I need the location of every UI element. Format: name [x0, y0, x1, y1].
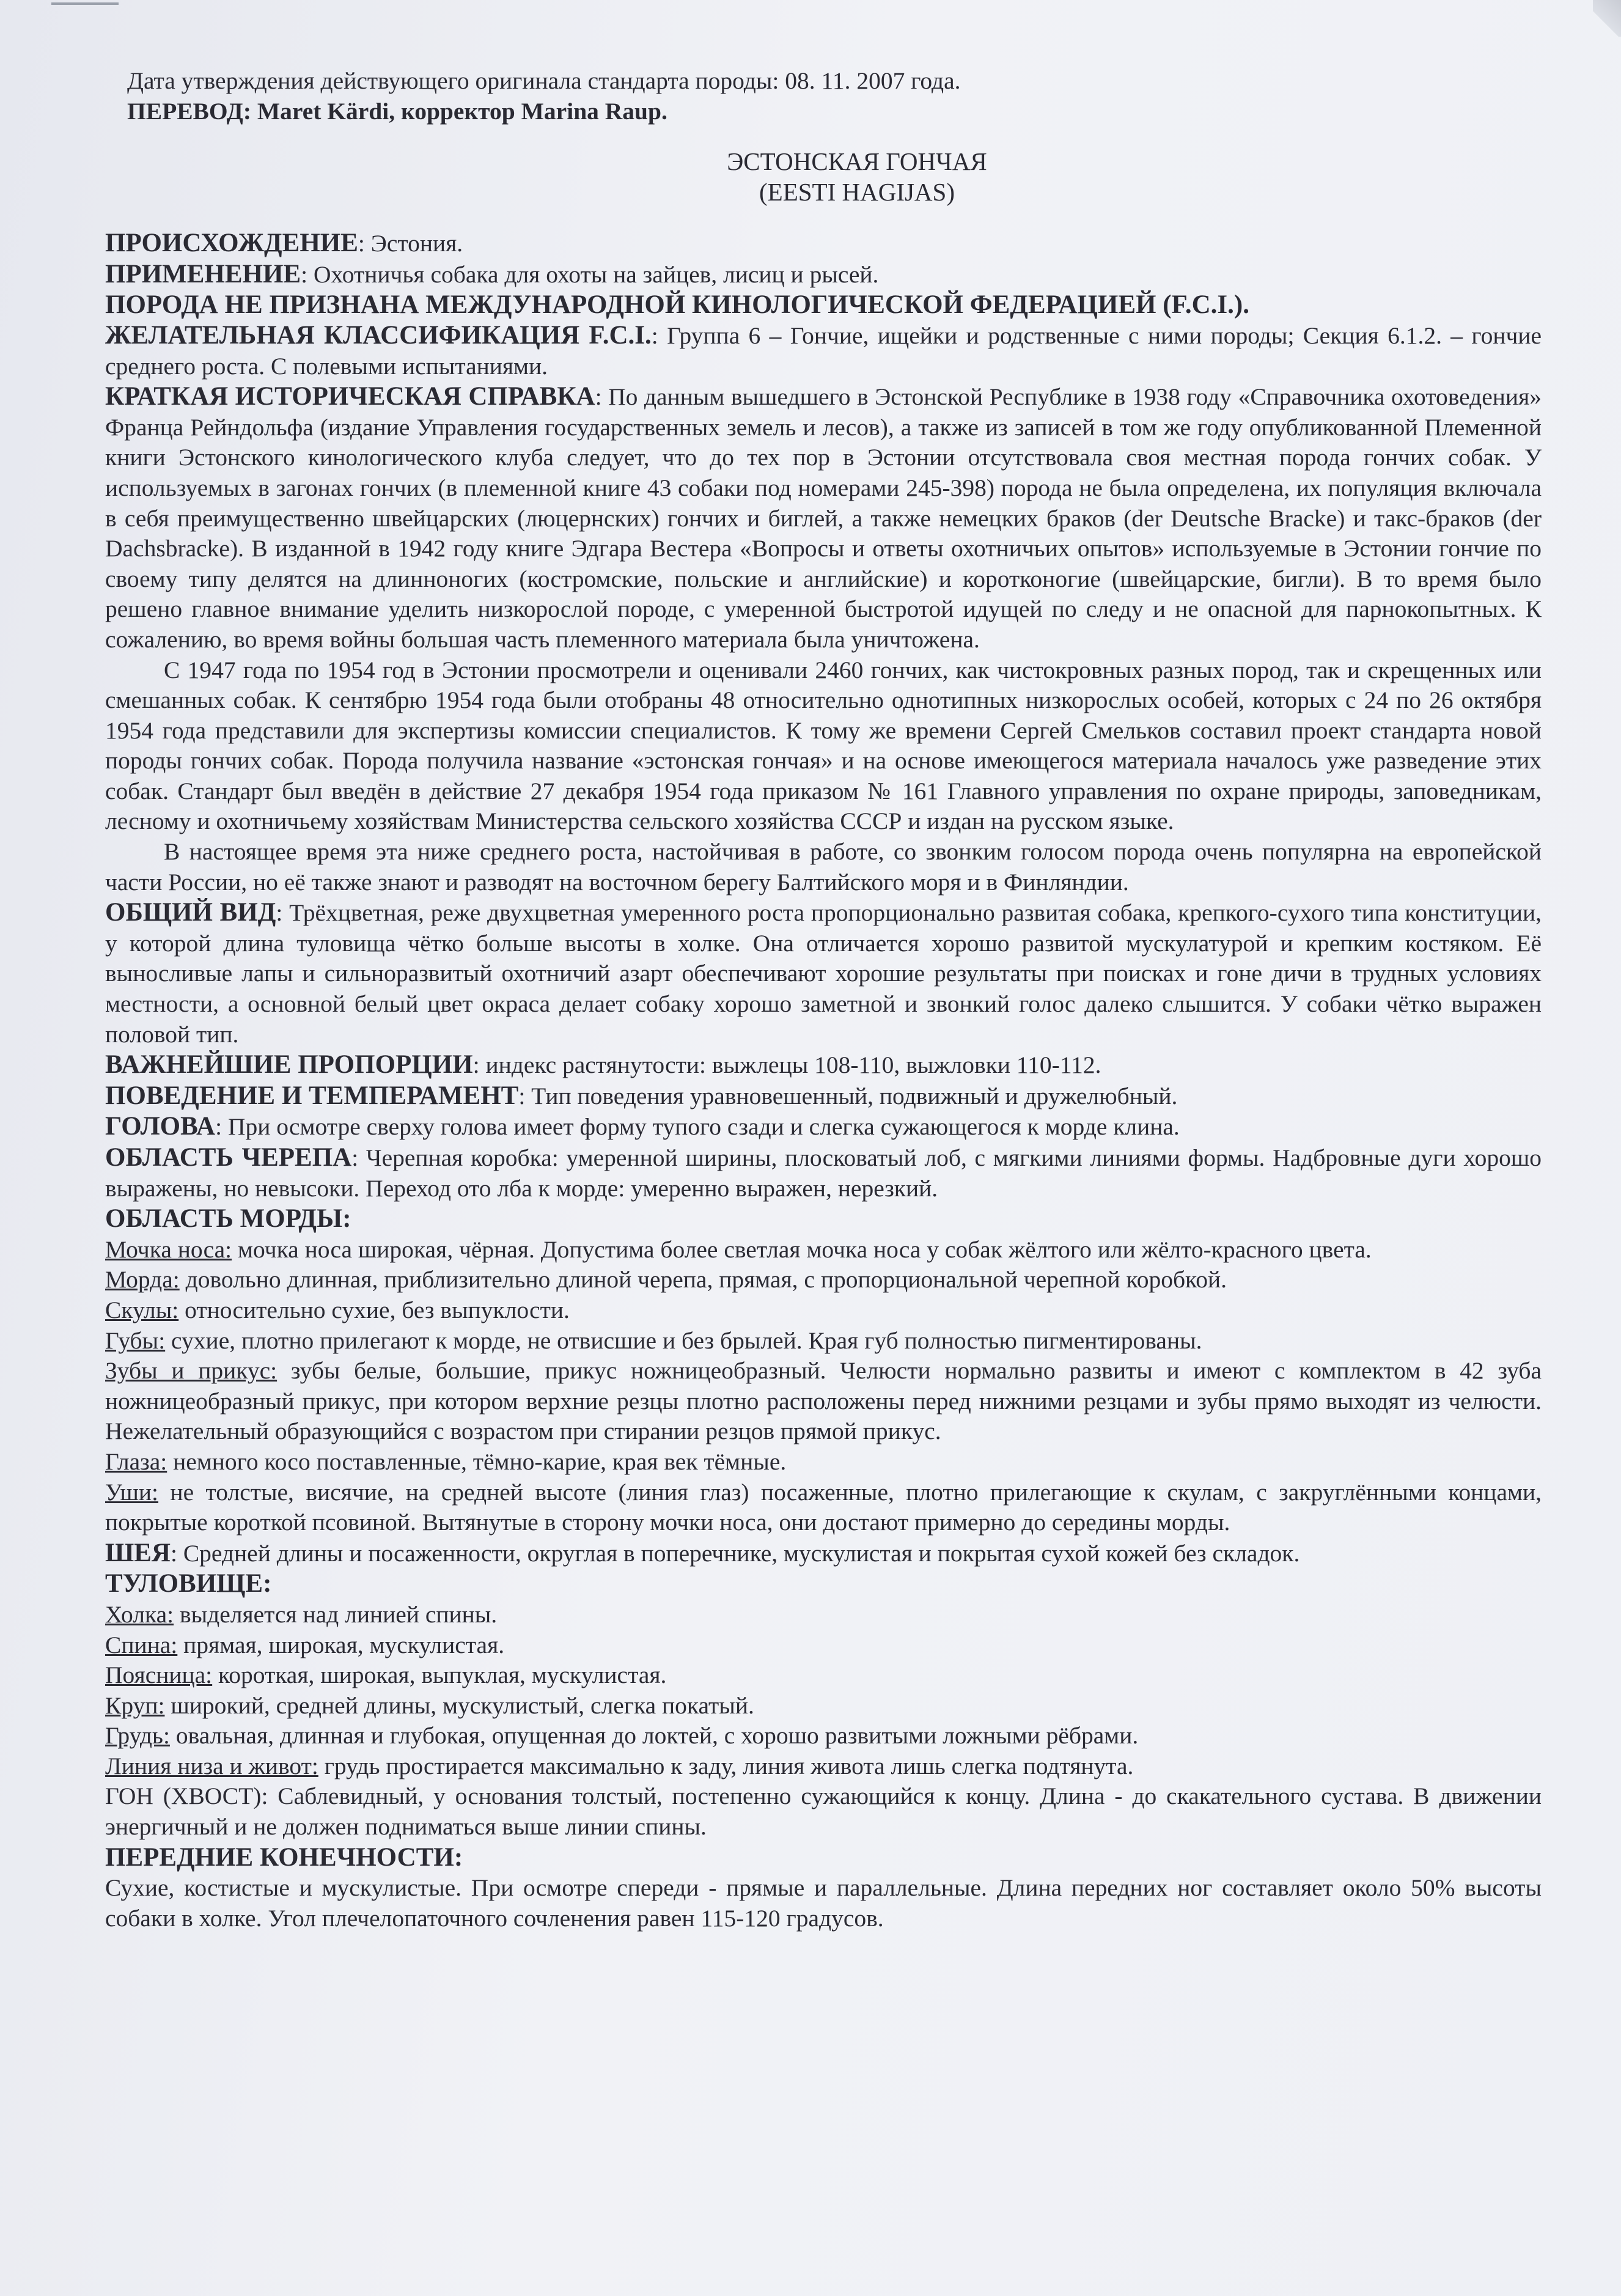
item-label: Морда: — [105, 1266, 180, 1293]
body-heading: ТУЛОВИЩЕ: — [105, 1569, 272, 1599]
section-text: : Трёхцветная, реже двухцветная умеренного роста пропорционально развитая собака, крепкого-сухого типа конституции, у которой длина туловища чётко больше высоты в холке. Она отличается хорошо развитой мускулатурой и крепким костяком. Её выносливые лапы и сильноразвитый охотничий азарт обеспечивают хорошие результаты при поисках и гоне дичи в трудных условиях местности, а основной белый цвет окраса делает собаку хорошо заметной и звонкий голос далеко слышится. У собаки чётко выражен половой тип. — [105, 899, 1542, 1048]
section-text: : Тип поведения уравновешенный, подвижный и дружелюбный. — [518, 1082, 1178, 1109]
item-text: короткая, широкая, выпуклая, мускулистая. — [212, 1661, 667, 1689]
item-text: не толстые, висячие, на средней высоте (линия глаз) посаженные, плотно прилегающие к скулам, с закруглёнными концами, покрытые короткой псовиной. Вытянутые в сторону мочки носа, они достают примерно до середины морды. — [105, 1478, 1542, 1536]
section-heading: ПЕРЕДНИЕ КОНЕЧНОСТИ — [105, 1842, 454, 1872]
item-label: Зубы и прикус: — [105, 1357, 278, 1385]
item-label: Уши: — [105, 1478, 159, 1506]
classification-section — [105, 320, 1542, 381]
behaviour-section — [105, 1081, 1542, 1112]
title-line-1: ЭСТОНСКАЯ ГОНЧАЯ — [727, 147, 987, 176]
item-label: Скулы: — [105, 1296, 179, 1323]
section-heading: ОБЩИЙ ВИД — [105, 898, 276, 927]
skull-section — [105, 1142, 1542, 1204]
page-corner — [1593, 0, 1621, 37]
section-text: : Эстония. — [358, 230, 463, 257]
body-item — [105, 1600, 1542, 1630]
item-text: овальная, длинная и глубокая, опущенная до локтей, с хорошо развитыми ложными рёбрами. — [169, 1722, 1139, 1750]
proportions-section — [105, 1050, 1542, 1081]
document-body — [105, 66, 1542, 1934]
section-text: : индекс растянутости: выжлецы 108-110, выжловки 110-112. — [472, 1051, 1101, 1079]
item-text: выделяется над линией спины. — [174, 1600, 498, 1628]
item-text: сухие, плотно прилегают к морде, не отвисшие и без брылей. Края губ полностью пигментированы. — [165, 1326, 1202, 1354]
muzzle-item — [105, 1477, 1542, 1538]
section-heading: ПРОИСХОЖДЕНИЕ — [105, 229, 358, 258]
section-text: : Черепная коробка: умеренной ширины, плосковатый лоб, с мягкими линиями формы. Надбровные дуги хорошо выражены, но невысоки. Переход ото лба к морде: умеренно выражен, нерезкий. — [105, 1144, 1542, 1202]
muzzle-region-heading: ОБЛАСТЬ МОРДЫ: — [105, 1204, 351, 1234]
muzzle-item — [105, 1447, 1542, 1477]
body-item — [105, 1721, 1542, 1751]
muzzle-item — [105, 1295, 1542, 1326]
not-recognized-notice: ПОРОДА НЕ ПРИЗНАНА МЕЖДУНАРОДНОЙ КИНОЛОГИЧЕСКОЙ ФЕДЕРАЦИЕЙ (F.C.I.). — [105, 290, 1249, 320]
neck-section — [105, 1538, 1542, 1569]
section-text: : Средней длины и посаженности, округлая в поперечнике, мускулистая и покрытая сухой кожей без складок. — [170, 1539, 1300, 1567]
title-line-2: (EESTI HAGIJAS) — [759, 178, 955, 207]
item-text: прямая, широкая, мускулистая. — [177, 1631, 505, 1658]
muzzle-item — [105, 1356, 1542, 1447]
item-text: относительно сухие, без выпуклости. — [178, 1296, 570, 1323]
document-title — [172, 146, 1542, 207]
item-label: Мочка носа: — [105, 1235, 232, 1263]
general-appearance-section — [105, 897, 1542, 1050]
item-text: довольно длинная, приблизительно длиной черепа, прямая, с пропорциональной черепной коробкой. — [179, 1266, 1227, 1293]
item-label: Линия низа и живот: — [105, 1752, 318, 1779]
item-text: грудь простирается максимально к заду, линия живота лишь слегка подтянута. — [318, 1752, 1134, 1779]
section-text: : Группа 6 – Гончие, ищейки и родственные с ними породы; Секция 6.1.2. – гончие среднего роста. С полевыми испытаниями. — [105, 322, 1542, 380]
muzzle-item — [105, 1326, 1542, 1356]
history-paragraph-2: С 1947 года по 1954 год в Эстонии просмотрели и оценивали 2460 гончих, как чистокровных разных пород, так и скрещенных или смешанных собак. К сентябрю 1954 года были отобраны 48 относительно однотипных низкорослых особей, которых с 24 по 26 октября 1954 года представили для экспертизы комиссии специалистов. К тому же времени Сергей Смельков составил проект стандарта новой породы гончих собак. Порода получила название «эстонская гончая» и на основе имеющегося материала началось уже разведение этих собак. Стандарт был введён в действие 27 декабря 1954 года приказом № 161 Главного управления по охране природы, заповедникам, лесному и охотничьему хозяйствам Министерства сельского хозяйства СССР и издан на русском языке. — [105, 656, 1542, 835]
section-heading: ВАЖНЕЙШИЕ ПРОПОРЦИИ — [105, 1050, 473, 1080]
item-text: зубы белые, большие, прикус ножницеобразный. Челюсти нормально развиты и имеют с комплектом в 42 зуба ножницеобразный прикус, при котором верхние резцы плотно расположены перед нижними резцами и зубы прямо выходят из челюсти. Нежелательный образующийся с возрастом при стирании резцов прямой прикус. — [105, 1357, 1542, 1445]
item-label: Губы: — [105, 1326, 166, 1354]
head-section — [105, 1111, 1542, 1142]
tail-section: ГОН (ХВОСТ): Саблевидный, у основания толстый, постепенно сужающийся к концу. Длина - до скакательного сустава. В движении энергичный и не должен подниматься выше линии спины. — [105, 1783, 1542, 1841]
muzzle-item — [105, 1235, 1542, 1265]
body-item — [105, 1660, 1542, 1691]
section-heading: ШЕЯ — [105, 1538, 171, 1567]
history-section — [105, 381, 1542, 655]
item-label: Поясница: — [105, 1661, 213, 1689]
forequarters-heading: ПЕРЕДНИЕ КОНЕЧНОСТИ: — [105, 1842, 463, 1872]
forequarters-text: Сухие, костистые и мускулистые. При осмотре спереди - прямые и параллельные. Длина передних ног составляет около 50% высоты собаки в холке. Угол плечелопаточного сочленения равен 115-120 градусов. — [105, 1874, 1542, 1932]
translation-credit: ПЕРЕВОД: Maret Kärdi, корректор Marina Raup. — [127, 97, 667, 125]
muzzle-item — [105, 1265, 1542, 1295]
section-heading: ПРИМЕНЕНИЕ — [105, 259, 301, 289]
edge-mark — [51, 2, 119, 5]
item-label: Грудь: — [105, 1722, 170, 1750]
item-text: немного косо поставленные, тёмно-карие, края век тёмные. — [167, 1448, 787, 1475]
body-item — [105, 1630, 1542, 1661]
usage-section — [105, 259, 1542, 290]
item-label: Круп: — [105, 1691, 165, 1719]
section-heading: ОБЛАСТЬ МОРДЫ — [105, 1204, 343, 1234]
section-heading: ЖЕЛАТЕЛЬНАЯ КЛАССИФИКАЦИЯ F.C.I. — [105, 320, 652, 350]
section-text: : По данным вышедшего в Эстонской Республике в 1938 году «Справочника охотоведения» Франца Рейндольфа (издание Управления государственных земель и лесов), а также из записей в том же году опубликованной Племенной книги Эстонского кинологического клуба следует, что до тех пор в Эстонии отсутствовала своя местная порода гончих собак. У используемых в загонах гончих (в племенной книге 43 собаки под номерами 245-398) порода не была определена, их популяция включала в себя преимущественно швейцарских (люцернских) гончих и биглей, а также немецких браков (der Deutsche Bracke) и такс-браков (der Dachsbracke). В изданной в 1942 году книге Эдгара Вестера «Вопросы и ответы охотничьих опытов» используемые в Эстонии гончие по своему типу делятся на длинноногих (костромские, польские и английские) и коротконогие (швейцарские, бигли). В то время было решено главное внимание уделить низкорослой породе, с умеренной быстротой идущей по следу и не опасной для парнокопытных. К сожалению, во время войны большая часть племенного материала была уничтожена. — [105, 383, 1542, 653]
item-text: широкий, средней длины, мускулистый, слегка покатый. — [164, 1691, 754, 1719]
item-label: Спина: — [105, 1631, 178, 1658]
approval-date: Дата утверждения действующего оригинала стандарта породы: 08. 11. 2007 года. — [127, 67, 961, 94]
section-heading: ПОВЕДЕНИЕ И ТЕМПЕРАМЕНТ — [105, 1081, 519, 1110]
section-heading: ГОЛОВА — [105, 1112, 216, 1141]
item-label: Глаза: — [105, 1448, 167, 1475]
section-text: : При осмотре сверху голова имеет форму тупого сзади и слегка сужающегося к морде клина. — [215, 1113, 1180, 1141]
section-heading: ОБЛАСТЬ ЧЕРЕПА — [105, 1143, 352, 1172]
origin-section — [105, 228, 1542, 259]
history-paragraph-3: В настоящее время эта ниже среднего роста, настойчивая в работе, со звонким голосом порода очень популярна на европейской части России, но её также знают и разводят на восточном берегу Балтийского моря и в Финляндии. — [105, 838, 1542, 896]
section-heading: ТУЛОВИЩЕ — [105, 1569, 263, 1599]
section-heading: КРАТКАЯ ИСТОРИЧЕСКАЯ СПРАВКА — [105, 382, 595, 411]
body-item — [105, 1751, 1542, 1782]
body-item — [105, 1691, 1542, 1721]
item-label: Холка: — [105, 1600, 174, 1628]
section-text: : Охотничья собака для охоты на зайцев, лисиц и рысей. — [301, 260, 879, 288]
item-text: мочка носа широкая, чёрная. Допустима более светлая мочка носа у собак жёлтого или жёлто-красного цвета. — [232, 1235, 1372, 1263]
